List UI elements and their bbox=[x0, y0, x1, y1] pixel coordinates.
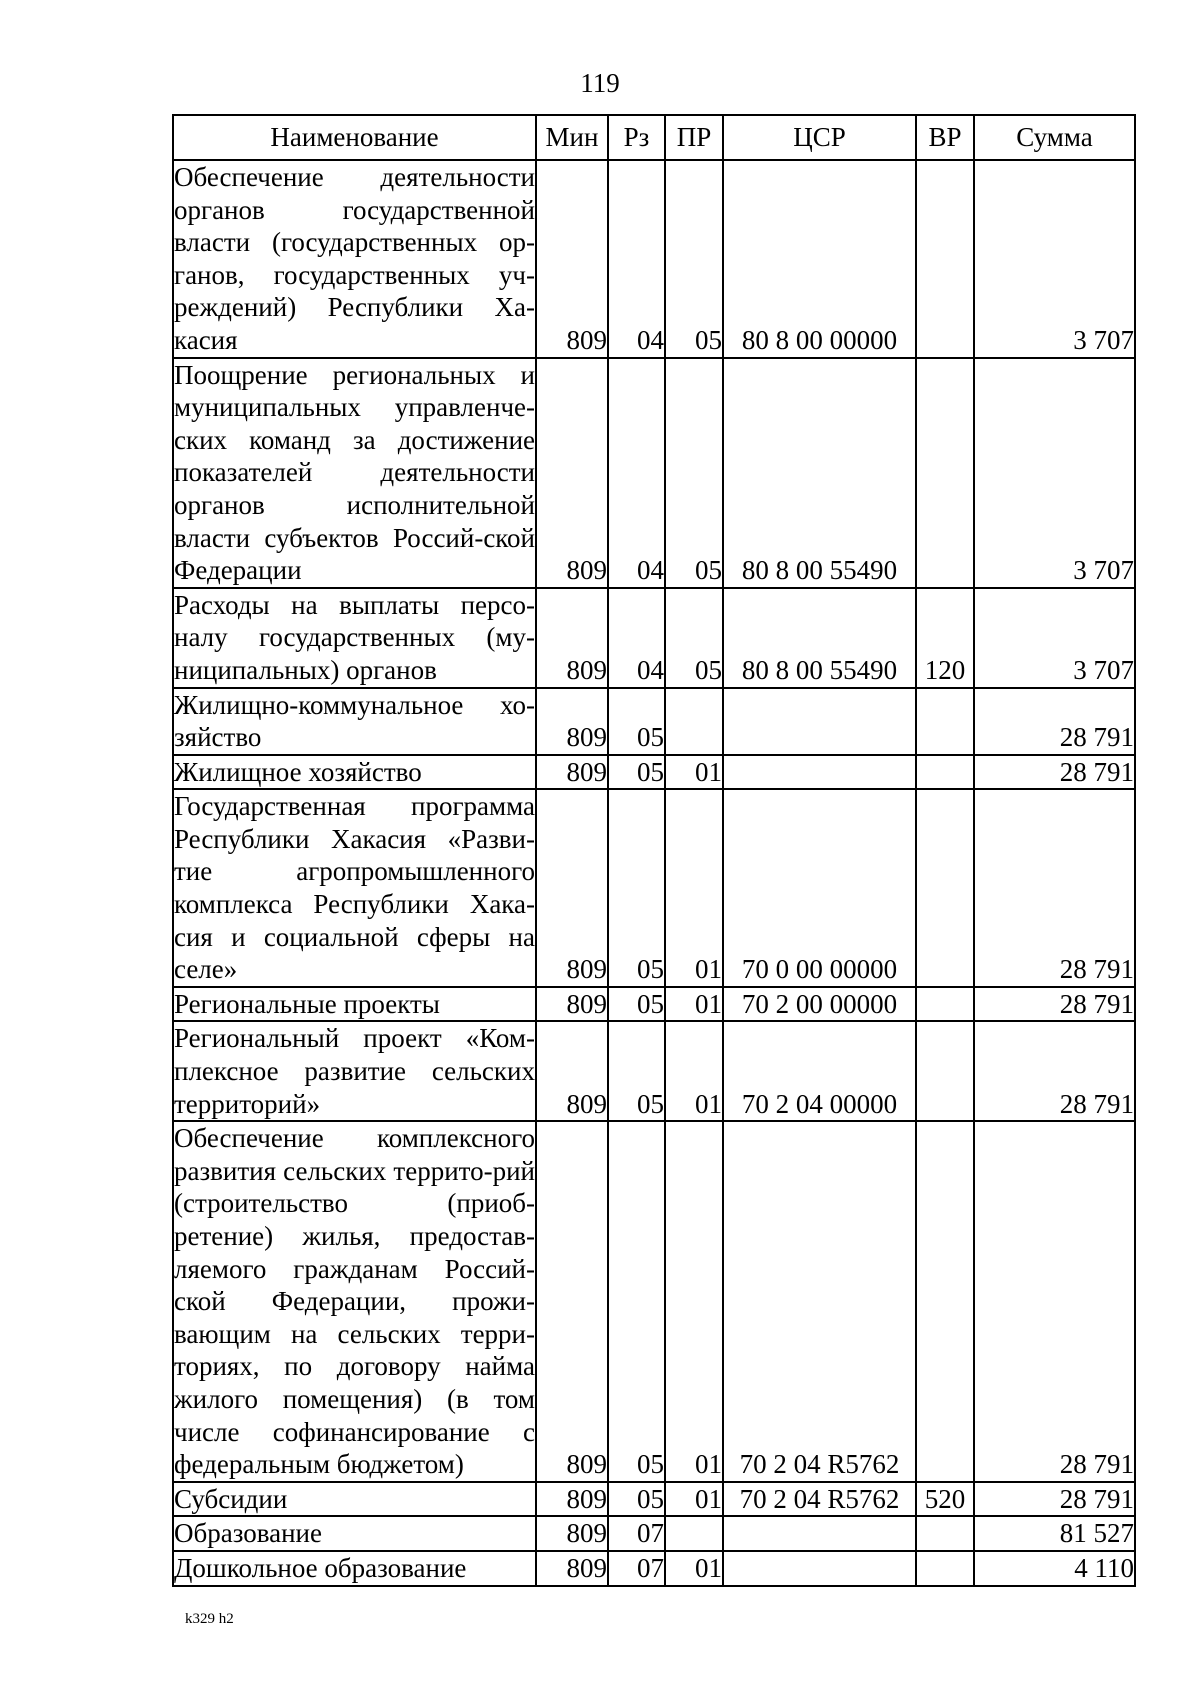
cell-pr: 01 bbox=[665, 1482, 723, 1517]
cell-csr bbox=[723, 1516, 916, 1551]
cell-min: 809 bbox=[536, 1482, 608, 1517]
cell-sum: 3 707 bbox=[974, 160, 1135, 358]
cell-sum: 4 110 bbox=[974, 1551, 1135, 1586]
cell-vr bbox=[916, 789, 974, 987]
cell-csr: 70 2 04 R5762 bbox=[723, 1121, 916, 1482]
cell-rz: 05 bbox=[608, 755, 665, 790]
table-row bbox=[173, 358, 1135, 588]
cell-rz: 04 bbox=[608, 160, 665, 358]
cell-pr: 05 bbox=[665, 358, 723, 588]
cell-name: Жилищно-коммунальное хо-зяйство bbox=[173, 688, 536, 755]
cell-vr bbox=[916, 358, 974, 588]
cell-sum: 28 791 bbox=[974, 688, 1135, 755]
cell-vr bbox=[916, 1021, 974, 1121]
cell-min: 809 bbox=[536, 688, 608, 755]
cell-rz: 05 bbox=[608, 1021, 665, 1121]
cell-rz: 05 bbox=[608, 987, 665, 1022]
cell-min: 809 bbox=[536, 1516, 608, 1551]
cell-rz: 04 bbox=[608, 358, 665, 588]
cell-sum: 28 791 bbox=[974, 1021, 1135, 1121]
cell-csr: 70 0 00 00000 bbox=[723, 789, 916, 987]
cell-sum: 28 791 bbox=[974, 1121, 1135, 1482]
cell-rz: 05 bbox=[608, 1121, 665, 1482]
header-sum: Сумма bbox=[974, 115, 1135, 160]
header-min: Мин bbox=[536, 115, 608, 160]
cell-vr bbox=[916, 1121, 974, 1482]
cell-vr bbox=[916, 755, 974, 790]
cell-rz: 07 bbox=[608, 1516, 665, 1551]
cell-pr: 01 bbox=[665, 987, 723, 1022]
cell-min: 809 bbox=[536, 987, 608, 1022]
cell-name: Образование bbox=[173, 1516, 536, 1551]
cell-csr bbox=[723, 688, 916, 755]
cell-pr bbox=[665, 1516, 723, 1551]
table-row bbox=[173, 755, 1135, 790]
cell-name: Региональный проект «Ком-плексное развитие сельских территорий» bbox=[173, 1021, 536, 1121]
cell-sum: 81 527 bbox=[974, 1516, 1135, 1551]
cell-sum: 28 791 bbox=[974, 987, 1135, 1022]
cell-name: Поощрение региональных и муниципальных управленче-ских команд за достижение показателей деятельности органов исполнительной власти субъектов Россий-ской Федерации bbox=[173, 358, 536, 588]
cell-min: 809 bbox=[536, 358, 608, 588]
table-row bbox=[173, 987, 1135, 1022]
table-header bbox=[173, 115, 1135, 160]
cell-name: Региональные проекты bbox=[173, 987, 536, 1022]
cell-pr: 01 bbox=[665, 755, 723, 790]
cell-min: 809 bbox=[536, 160, 608, 358]
cell-pr: 05 bbox=[665, 160, 723, 358]
footer-code: k329 h2 bbox=[185, 1611, 234, 1627]
cell-vr bbox=[916, 688, 974, 755]
cell-rz: 05 bbox=[608, 688, 665, 755]
cell-name: Жилищное хозяйство bbox=[173, 755, 536, 790]
table-row bbox=[173, 789, 1135, 987]
cell-rz: 04 bbox=[608, 588, 665, 688]
cell-csr: 80 8 00 55490 bbox=[723, 588, 916, 688]
cell-rz: 07 bbox=[608, 1551, 665, 1586]
cell-vr bbox=[916, 987, 974, 1022]
header-csr: ЦСР bbox=[723, 115, 916, 160]
cell-sum: 3 707 bbox=[974, 588, 1135, 688]
cell-rz: 05 bbox=[608, 789, 665, 987]
header-rz: Рз bbox=[608, 115, 665, 160]
cell-vr: 520 bbox=[916, 1482, 974, 1517]
cell-csr: 80 8 00 55490 bbox=[723, 358, 916, 588]
cell-vr bbox=[916, 160, 974, 358]
cell-name: Государственная программа Республики Хакасия «Разви-тие агропромышленного комплекса Республики Хака-сия и социальной сферы на селе» bbox=[173, 789, 536, 987]
table-row bbox=[173, 1121, 1135, 1482]
cell-csr: 70 2 00 00000 bbox=[723, 987, 916, 1022]
cell-min: 809 bbox=[536, 1021, 608, 1121]
table-body bbox=[173, 160, 1135, 1586]
table-row bbox=[173, 1482, 1135, 1517]
cell-pr: 01 bbox=[665, 1551, 723, 1586]
page-number: 119 bbox=[580, 68, 620, 98]
table-row bbox=[173, 1021, 1135, 1121]
cell-name: Субсидии bbox=[173, 1482, 536, 1517]
cell-pr bbox=[665, 688, 723, 755]
cell-sum: 28 791 bbox=[974, 789, 1135, 987]
cell-csr bbox=[723, 1551, 916, 1586]
cell-name: Обеспечение комплексного развития сельских террито-рий (строительство (приоб-ретение) жилья, предостав-ляемого гражданам Россий-ской Федерации, прожи-вающим на сельских терри-ториях, по договору найма жилого помещения) (в том числе софинансирование с федеральным бюджетом) bbox=[173, 1121, 536, 1482]
header-vr: ВР bbox=[916, 115, 974, 160]
cell-name: Дошкольное образование bbox=[173, 1551, 536, 1586]
cell-rz: 05 bbox=[608, 1482, 665, 1517]
cell-csr bbox=[723, 755, 916, 790]
cell-name: Расходы на выплаты персо-налу государственных (му-ниципальных) органов bbox=[173, 588, 536, 688]
cell-min: 809 bbox=[536, 1121, 608, 1482]
header-row bbox=[173, 115, 1135, 160]
cell-pr: 05 bbox=[665, 588, 723, 688]
table-row bbox=[173, 688, 1135, 755]
cell-sum: 3 707 bbox=[974, 358, 1135, 588]
budget-table bbox=[172, 114, 1136, 1587]
table-row bbox=[173, 588, 1135, 688]
table-row bbox=[173, 1551, 1135, 1586]
cell-min: 809 bbox=[536, 755, 608, 790]
cell-name: Обеспечение деятельности органов государственной власти (государственных ор-ганов, государственных уч-реждений) Республики Ха-касия bbox=[173, 160, 536, 358]
cell-csr: 70 2 04 00000 bbox=[723, 1021, 916, 1121]
cell-min: 809 bbox=[536, 588, 608, 688]
cell-sum: 28 791 bbox=[974, 1482, 1135, 1517]
cell-pr: 01 bbox=[665, 789, 723, 987]
cell-pr: 01 bbox=[665, 1121, 723, 1482]
cell-vr bbox=[916, 1551, 974, 1586]
cell-min: 809 bbox=[536, 1551, 608, 1586]
table-row bbox=[173, 160, 1135, 358]
cell-vr bbox=[916, 1516, 974, 1551]
cell-vr: 120 bbox=[916, 588, 974, 688]
header-name: Наименование bbox=[173, 115, 536, 160]
header-pr: ПР bbox=[665, 115, 723, 160]
cell-csr: 70 2 04 R5762 bbox=[723, 1482, 916, 1517]
cell-pr: 01 bbox=[665, 1021, 723, 1121]
cell-min: 809 bbox=[536, 789, 608, 987]
cell-sum: 28 791 bbox=[974, 755, 1135, 790]
table-row bbox=[173, 1516, 1135, 1551]
cell-csr: 80 8 00 00000 bbox=[723, 160, 916, 358]
